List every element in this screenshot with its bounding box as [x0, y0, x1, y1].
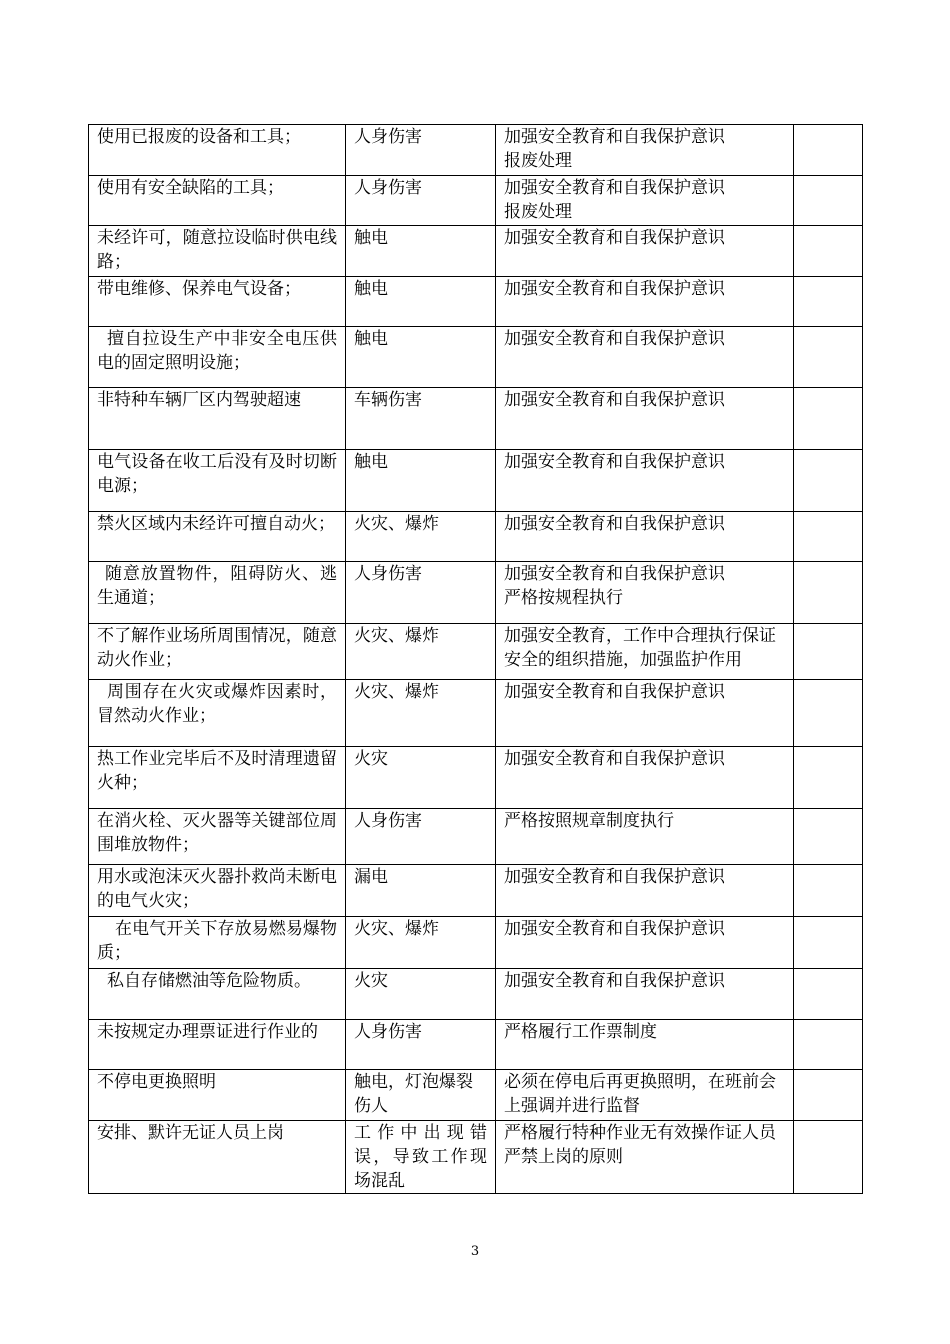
table-row [89, 176, 863, 226]
hazard-cell: 周围存在火灾或爆炸因素时，冒然动火作业； [89, 680, 346, 747]
hazard-cell: 在消火栓、灭火器等关键部位周围堆放物件； [89, 809, 346, 865]
hazard-cell: 用水或泡沫灭火器扑救尚未断电的电气火灾； [89, 865, 346, 917]
remark-cell [794, 1121, 863, 1194]
measure-cell [496, 327, 794, 388]
table-row [89, 327, 863, 388]
hazard-cell: 不了解作业场所周围情况，随意动火作业； [89, 624, 346, 680]
remark-cell [794, 680, 863, 747]
measure-cell [496, 917, 794, 969]
harm-cell: 触电 [346, 226, 496, 277]
hazard-cell: 热工作业完毕后不及时清理遗留火种； [89, 747, 346, 809]
measure-cell [496, 562, 794, 624]
measure-line: 加强安全教育和自我保护意识 [504, 564, 725, 584]
measure-line: 加强安全教育和自我保护意识 [504, 514, 725, 534]
remark-cell [794, 125, 863, 176]
measure-line: 严格按规程执行 [504, 588, 623, 608]
measure-line: 加强安全教育和自我保护意识 [504, 390, 725, 410]
remark-cell [794, 865, 863, 917]
measure-line: 加强安全教育和自我保护意识 [504, 682, 725, 702]
remark-cell [794, 450, 863, 512]
hazard-cell: 未经许可，随意拉设临时供电线路； [89, 226, 346, 277]
table-row [89, 512, 863, 562]
measure-cell [496, 809, 794, 865]
table-row [89, 450, 863, 512]
harm-cell: 火灾、爆炸 [346, 624, 496, 680]
harm-cell: 火灾 [346, 969, 496, 1020]
table-row [89, 388, 863, 450]
remark-cell [794, 327, 863, 388]
measure-cell [496, 969, 794, 1020]
hazard-cell: 私自存储燃油等危险物质。 [89, 969, 346, 1020]
table-row [89, 809, 863, 865]
hazard-cell: 非特种车辆厂区内驾驶超速 [89, 388, 346, 450]
measure-line: 加强安全教育和自我保护意识 [504, 178, 725, 198]
harm-cell: 火灾、爆炸 [346, 917, 496, 969]
measure-line: 加强安全教育，工作中合理执行保证安全的组织措施，加强监护作用 [504, 626, 776, 670]
hazard-cell: 禁火区域内未经许可擅自动火； [89, 512, 346, 562]
hazard-cell: 使用有安全缺陷的工具； [89, 176, 346, 226]
table-row [89, 865, 863, 917]
measure-cell [496, 865, 794, 917]
table-row [89, 747, 863, 809]
hazard-cell: 不停电更换照明 [89, 1070, 346, 1121]
remark-cell [794, 917, 863, 969]
harm-cell: 车辆伤害 [346, 388, 496, 450]
harm-cell: 触电 [346, 327, 496, 388]
hazard-cell: 电气设备在收工后没有及时切断电源； [89, 450, 346, 512]
measure-line: 加强安全教育和自我保护意识 [504, 867, 725, 887]
remark-cell [794, 747, 863, 809]
measure-line: 报废处理 [504, 151, 572, 171]
table-row [89, 1070, 863, 1121]
table-row [89, 680, 863, 747]
table-row [89, 917, 863, 969]
harm-cell: 人身伤害 [346, 176, 496, 226]
measure-line: 严格按照规章制度执行 [504, 811, 674, 831]
measure-line: 加强安全教育和自我保护意识 [504, 329, 725, 349]
harm-cell: 火灾、爆炸 [346, 680, 496, 747]
measure-cell [496, 450, 794, 512]
table-row [89, 1020, 863, 1070]
remark-cell [794, 969, 863, 1020]
hazard-cell: 带电维修、保养电气设备； [89, 277, 346, 327]
measure-cell [496, 1121, 794, 1194]
measure-cell [496, 277, 794, 327]
remark-cell [794, 388, 863, 450]
measure-cell [496, 624, 794, 680]
hazard-cell: 擅自拉设生产中非安全电压供电的固定照明设施； [89, 327, 346, 388]
harm-cell: 人身伤害 [346, 125, 496, 176]
measure-line: 加强安全教育和自我保护意识 [504, 279, 725, 299]
measure-line: 加强安全教育和自我保护意识 [504, 919, 725, 939]
measure-cell [496, 680, 794, 747]
hazard-cell: 随意放置物件，阻碍防火、逃生通道； [89, 562, 346, 624]
harm-cell: 触电 [346, 450, 496, 512]
harm-cell: 人身伤害 [346, 562, 496, 624]
measure-cell [496, 176, 794, 226]
measure-cell [496, 512, 794, 562]
remark-cell [794, 512, 863, 562]
remark-cell [794, 624, 863, 680]
table-row [89, 226, 863, 277]
harm-cell: 工作中出现错误，导致工作现场混乱 [346, 1121, 496, 1194]
hazard-table [88, 124, 863, 1194]
remark-cell [794, 562, 863, 624]
harm-cell: 火灾 [346, 747, 496, 809]
hazard-table-body [89, 125, 863, 1194]
measure-line: 严格履行工作票制度 [504, 1022, 657, 1042]
remark-cell [794, 1020, 863, 1070]
page-number: 3 [470, 1244, 480, 1259]
measure-line: 严格履行特种作业无有效操作证人员严禁上岗的原则 [504, 1123, 776, 1167]
hazard-cell: 未按规定办理票证进行作业的 [89, 1020, 346, 1070]
table-row [89, 969, 863, 1020]
measure-line: 加强安全教育和自我保护意识 [504, 127, 725, 147]
measure-line: 加强安全教育和自我保护意识 [504, 452, 725, 472]
remark-cell [794, 809, 863, 865]
table-row [89, 624, 863, 680]
harm-cell: 触电 [346, 277, 496, 327]
harm-cell: 人身伤害 [346, 809, 496, 865]
remark-cell [794, 176, 863, 226]
table-row [89, 125, 863, 176]
hazard-cell: 使用已报废的设备和工具； [89, 125, 346, 176]
measure-line: 必须在停电后再更换照明，在班前会上强调并进行监督 [504, 1072, 776, 1116]
measure-cell [496, 388, 794, 450]
table-row [89, 277, 863, 327]
remark-cell [794, 277, 863, 327]
table-row [89, 1121, 863, 1194]
measure-cell [496, 1070, 794, 1121]
measure-cell [496, 747, 794, 809]
harm-cell: 火灾、爆炸 [346, 512, 496, 562]
harm-cell: 漏电 [346, 865, 496, 917]
measure-cell [496, 1020, 794, 1070]
remark-cell [794, 1070, 863, 1121]
measure-line: 加强安全教育和自我保护意识 [504, 749, 725, 769]
measure-cell [496, 125, 794, 176]
measure-cell [496, 226, 794, 277]
harm-cell: 触电，灯泡爆裂伤人 [346, 1070, 496, 1121]
measure-line: 加强安全教育和自我保护意识 [504, 228, 725, 248]
harm-cell: 人身伤害 [346, 1020, 496, 1070]
hazard-cell: 在电气开关下存放易燃易爆物质； [89, 917, 346, 969]
hazard-cell: 安排、默许无证人员上岗 [89, 1121, 346, 1194]
table-row [89, 562, 863, 624]
remark-cell [794, 226, 863, 277]
measure-line: 报废处理 [504, 202, 572, 222]
measure-line: 加强安全教育和自我保护意识 [504, 971, 725, 991]
